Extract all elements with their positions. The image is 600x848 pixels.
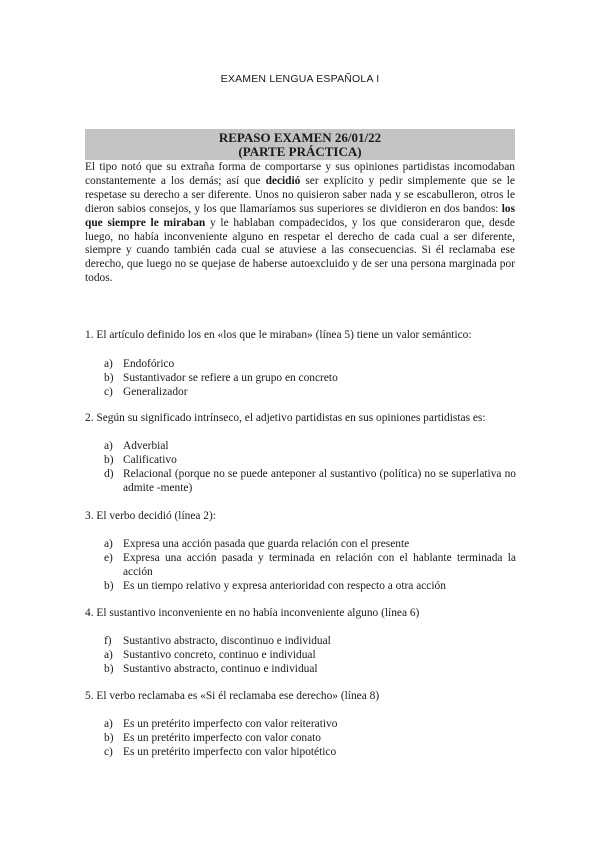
option xyxy=(104,385,516,399)
option-text: Generalizador xyxy=(123,386,188,398)
option-text: Expresa una acción pasada que guarda relación con el presente xyxy=(123,538,410,550)
option-text: Es un tiempo relativo y expresa anterioridad con respecto a otra acción xyxy=(123,580,446,592)
option-text: Adverbial xyxy=(123,440,169,452)
option-text: Es un pretérito imperfecto con valor conato xyxy=(123,732,321,744)
option-text: Expresa una acción pasada y terminada en relación con el hablante terminada la acción xyxy=(123,552,516,578)
option xyxy=(104,357,516,371)
passage-text-3: y le hablaban compadecidos, y los que consideraron que, desde luego, no había inconveniente alguno en respetar el derecho de cada cual a ser diferente, siempre y cuando también cada cual se atuviese a las consecuencias. Si él reclamaba ese derecho, que luego no se quejase de haberse autoexcluido y de ser una persona marginada por todos. xyxy=(85,216,515,285)
option xyxy=(104,648,516,662)
option-marker: b) xyxy=(104,580,114,592)
option-marker: b) xyxy=(104,372,114,384)
option-text: Calificativo xyxy=(123,454,177,466)
option xyxy=(104,717,516,731)
option-marker: a) xyxy=(104,718,113,730)
option-marker: c) xyxy=(104,386,113,398)
question-1: 1. El artículo definido los en «los que le miraban» (línea 5) tiene un valor semántico: xyxy=(85,329,472,341)
passage-bold-miraban: los que siempre le miraban xyxy=(85,202,515,229)
passage-text-1: El tipo notó que su extraña forma de comportarse y sus opiniones partidistas incomodaban constantemente a los demás; así que xyxy=(85,161,515,187)
passage-bold-decidio: decidió xyxy=(265,174,301,187)
question-5-options xyxy=(104,717,516,759)
option-text: Relacional (porque no se puede anteponer al sustantivo (política) no se superlativa no admite -mente) xyxy=(123,468,516,494)
option xyxy=(104,453,516,467)
option-marker: d) xyxy=(104,468,114,480)
option-text: Sustantivo concreto, continuo e individual xyxy=(123,649,316,661)
option-marker: b) xyxy=(104,732,114,744)
title-banner xyxy=(85,129,515,160)
option-text: Es un pretérito imperfecto con valor hipotético xyxy=(123,746,337,758)
exam-header: EXAMEN LENGUA ESPAÑOLA I xyxy=(220,73,380,85)
option xyxy=(104,439,516,453)
option-marker: a) xyxy=(104,440,113,452)
option-marker: e) xyxy=(104,552,113,564)
option-marker: a) xyxy=(104,358,113,370)
option xyxy=(104,745,516,759)
question-3-options xyxy=(104,537,516,593)
option-marker: b) xyxy=(104,454,114,466)
option xyxy=(104,371,516,385)
option-text: Sustantivo abstracto, continuo e individual xyxy=(123,663,318,675)
option xyxy=(104,731,516,745)
option-marker: a) xyxy=(104,649,113,661)
title-line-1: REPASO EXAMEN 26/01/22 xyxy=(218,130,382,145)
option-text: Sustantivo abstracto, discontinuo e individual xyxy=(123,635,331,647)
question-4-options xyxy=(104,634,516,676)
option xyxy=(104,537,516,551)
option-marker: b) xyxy=(104,663,114,675)
option xyxy=(104,662,516,676)
option xyxy=(104,467,516,495)
option xyxy=(104,579,516,593)
option xyxy=(104,634,516,648)
reading-passage xyxy=(85,161,515,286)
question-5: 5. El verbo reclamaba es «Si él reclamaba ese derecho» (línea 8) xyxy=(85,690,380,702)
title-line-2: (PARTE PRÁCTICA) xyxy=(238,144,362,159)
option xyxy=(104,551,516,579)
question-2-options xyxy=(104,439,516,495)
option-marker: f) xyxy=(104,635,112,647)
question-3: 3. El verbo decidió (línea 2): xyxy=(85,510,216,522)
option-text: Sustantivador se refiere a un grupo en concreto xyxy=(123,372,338,384)
question-1-options xyxy=(104,357,516,399)
option-text: Es un pretérito imperfecto con valor reiterativo xyxy=(123,718,338,730)
option-marker: a) xyxy=(104,538,113,550)
option-marker: c) xyxy=(104,746,113,758)
question-4: 4. El sustantivo inconveniente en no había inconveniente alguno (línea 6) xyxy=(85,607,420,619)
question-2: 2. Según su significado intrínseco, el adjetivo partidistas en sus opiniones partidistas es: xyxy=(85,412,486,424)
option-text: Endofórico xyxy=(123,358,175,370)
passage-text-2: ser explícito y pedir simplemente que se le respetase su derecho a ser diferente. Unos no quisieron saber nada y se escabulleron, otros le dieron sabios consejos, y los que llamaríamos sus superiores se dividieron en dos bandos: xyxy=(85,174,515,215)
